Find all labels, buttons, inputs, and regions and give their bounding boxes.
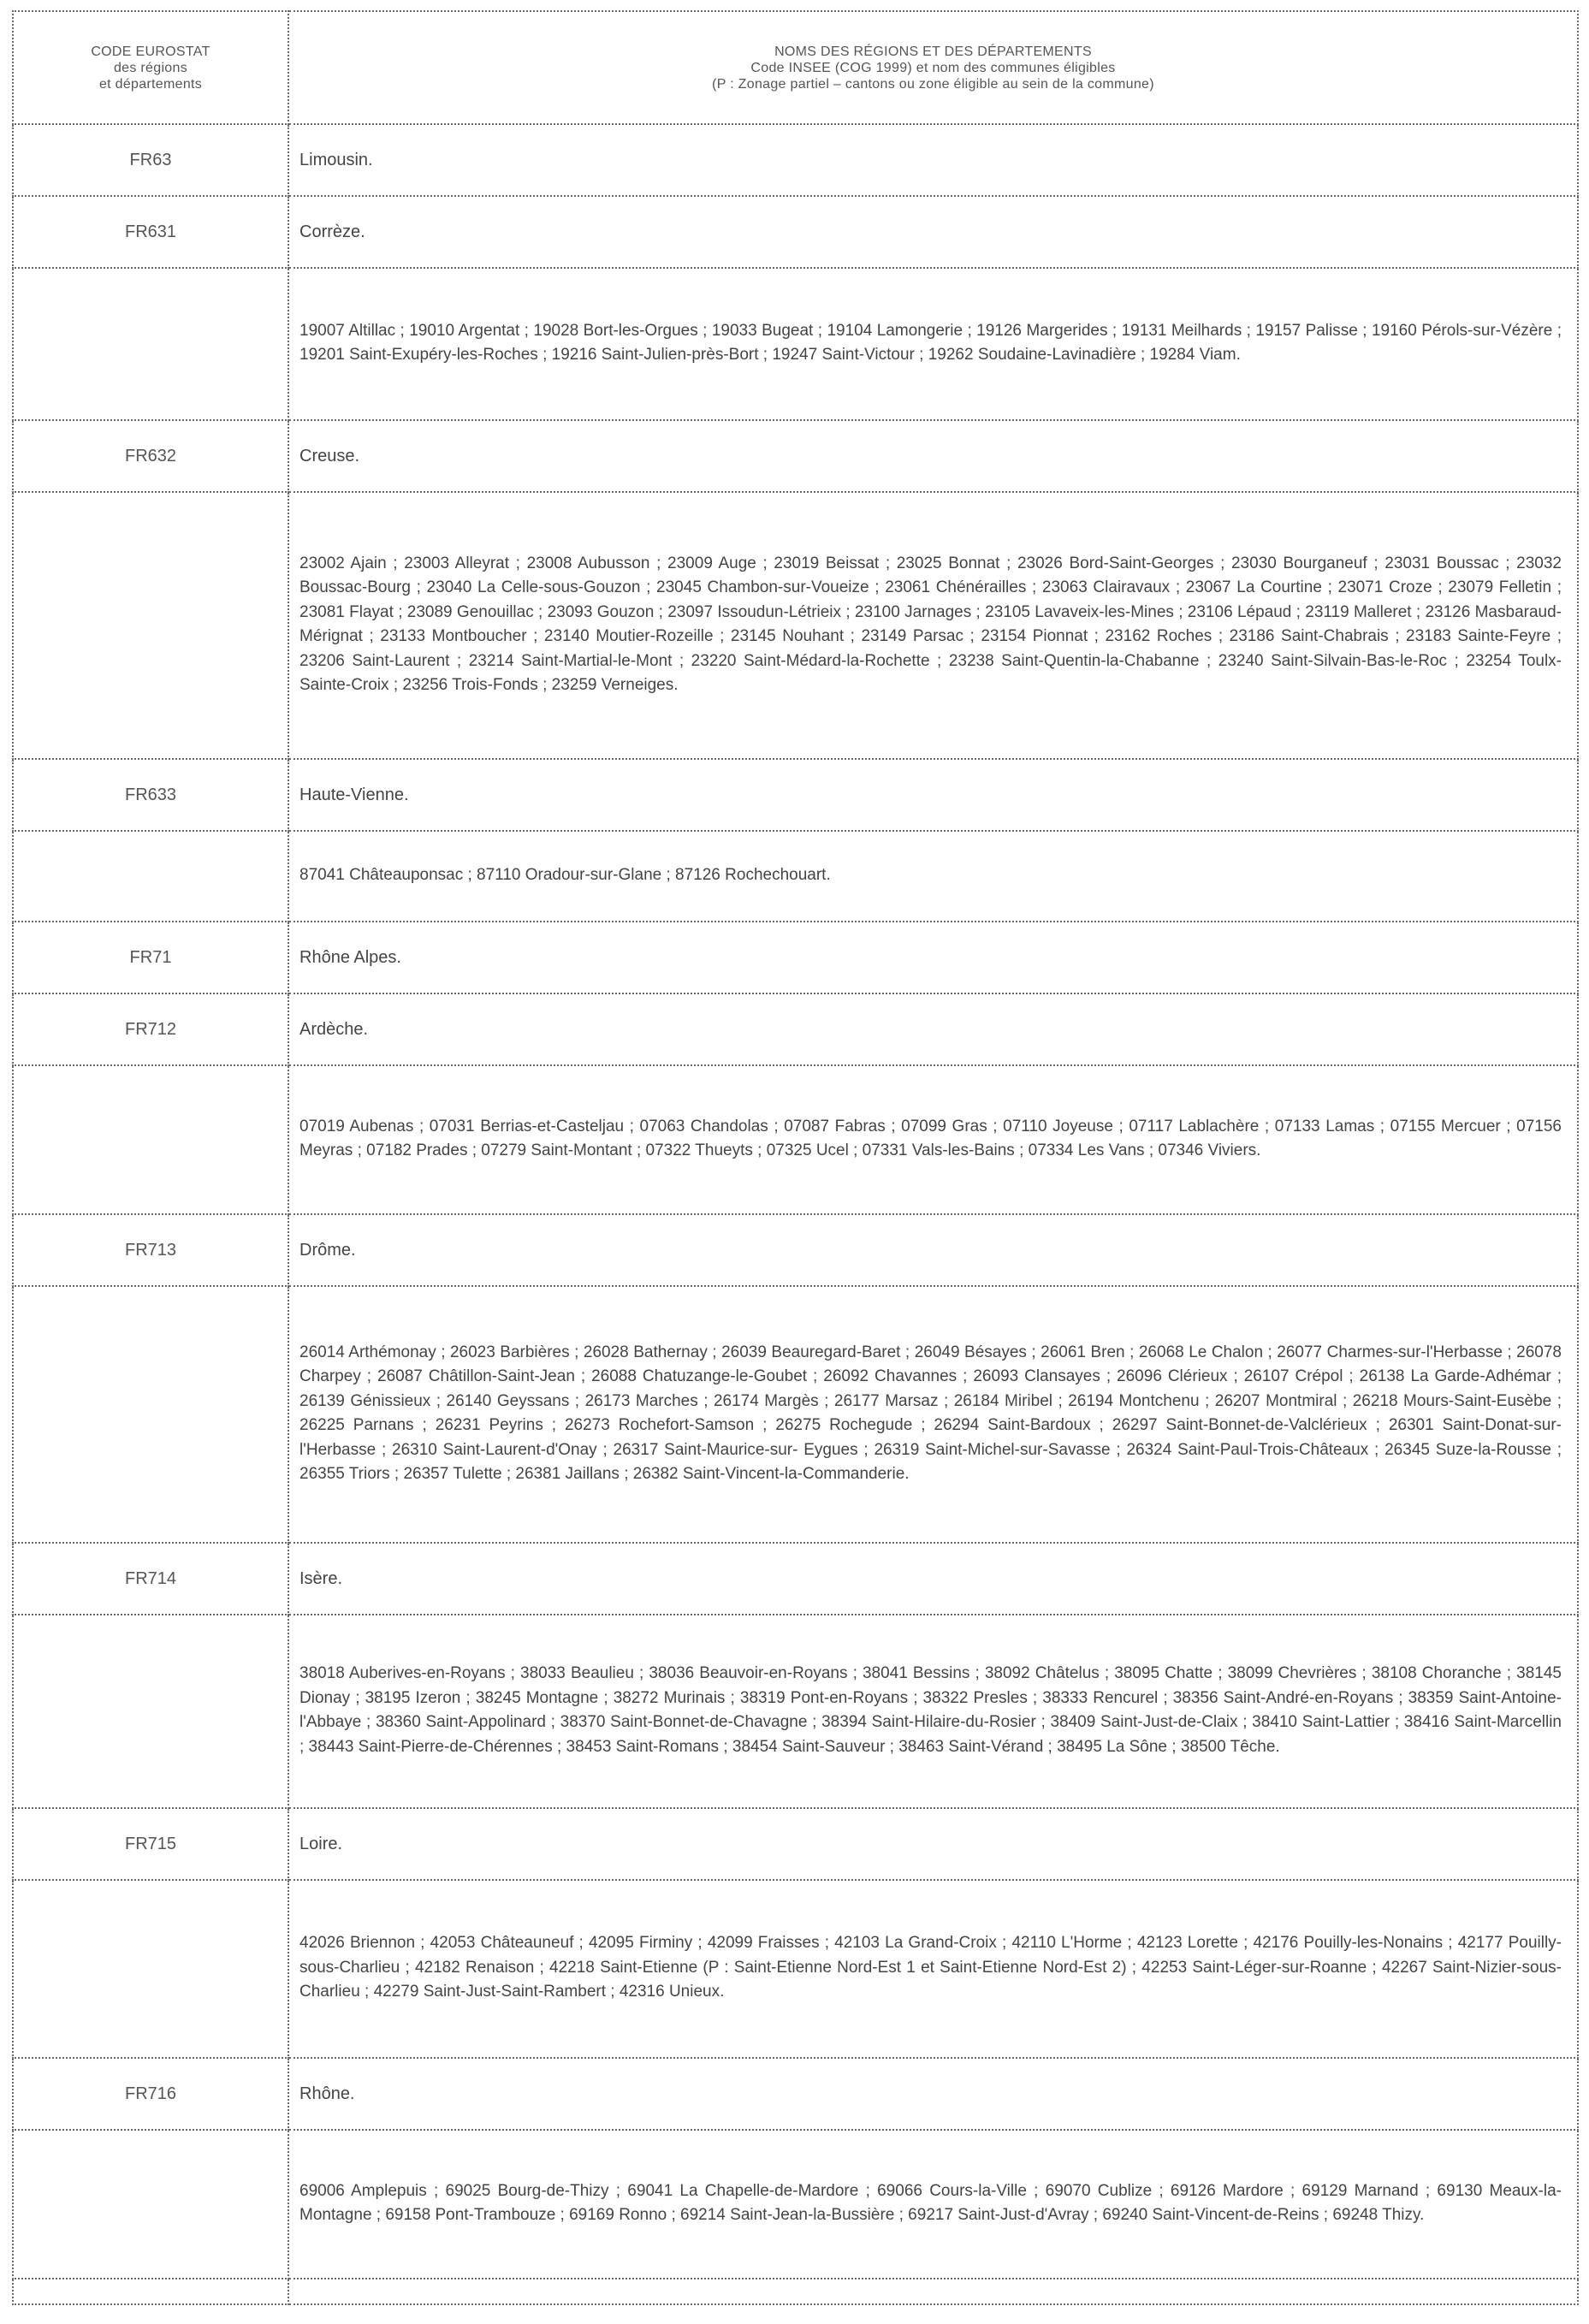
- region-name: Limousin.: [288, 124, 1578, 196]
- region-code: FR63: [13, 124, 288, 196]
- table-row: [13, 1214, 1578, 1286]
- region-code: FR71: [13, 922, 288, 993]
- table-row: [13, 492, 1578, 759]
- header-region-names: [288, 11, 1578, 124]
- table-row: [13, 2058, 1578, 2130]
- document-page: [12, 10, 1577, 2305]
- department-code: FR715: [13, 1808, 288, 1880]
- communes-list: 23002 Ajain ; 23003 Alleyrat ; 23008 Aubusson ; 23009 Auge ; 23019 Beissat ; 23025 Bonnat ; 23026 Bord-Saint-Georges ; 23030 Bourganeuf ; 23031 Boussac ; 23032 Boussac-Bourg ; 23040 La Celle-sous-Gouzon ; 23045 Chambon-sur-Voueize ; 23061 Chénérailles ; 23063 Clairavaux ; 23067 La Courtine ; 23071 Croze ; 23079 Felletin ; 23081 Flayat ; 23089 Genouillac ; 23093 Gouzon ; 23097 Issoudun-Létrieix ; 23100 Jarnages ; 23105 Lavaveix-les-Mines ; 23106 Lépaud ; 23119 Malleret ; 23126 Masbaraud-Mérignat ; 23133 Montboucher ; 23140 Moutier-Rozeille ; 23145 Nouhant ; 23149 Parsac ; 23154 Pionnat ; 23162 Roches ; 23186 Saint-Chabrais ; 23183 Sainte-Feyre ; 23206 Saint-Laurent ; 23214 Saint-Martial-le-Mont ; 23220 Saint-Médard-la-Rochette ; 23238 Saint-Quentin-la-Chabanne ; 23240 Saint-Silvain-Bas-le-Roc ; 23254 Toulx-Sainte-Croix ; 23256 Trois-Fonds ; 23259 Verneiges.: [288, 492, 1578, 759]
- communes-list: 87041 Châteauponsac ; 87110 Oradour-sur-Glane ; 87126 Rochechouart.: [288, 831, 1578, 922]
- header-eurostat-code: [13, 11, 288, 124]
- department-name: Corrèze.: [288, 196, 1578, 268]
- table-row: [13, 759, 1578, 831]
- header-line: CODE EUROSTAT: [91, 44, 210, 59]
- empty-code-cell: [13, 1880, 288, 2058]
- table-row: [13, 2130, 1578, 2279]
- department-name: Rhône.: [288, 2058, 1578, 2130]
- empty-code-cell: [13, 1286, 288, 1543]
- empty-code-cell: [13, 831, 288, 922]
- header-line: Code INSEE (COG 1999) et nom des communes éligibles: [750, 60, 1116, 75]
- table-row: [13, 2279, 1578, 2304]
- department-name: Creuse.: [288, 420, 1578, 492]
- communes-list: 42026 Briennon ; 42053 Châteauneuf ; 42095 Firminy ; 42099 Fraisses ; 42103 La Grand-Croix ; 42110 L'Horme ; 42123 Lorette ; 42176 Pouilly-les-Nonains ; 42177 Pouilly-sous-Charlieu ; 42182 Renaison ; 42218 Saint-Etienne (P : Saint-Etienne Nord-Est 1 et Saint-Etienne Nord-Est 2) ; 42253 Saint-Léger-sur-Roanne ; 42267 Saint-Nizier-sous-Charlieu ; 42279 Saint-Just-Saint-Rambert ; 42316 Unieux.: [288, 1880, 1578, 2058]
- communes-list: 38018 Auberives-en-Royans ; 38033 Beaulieu ; 38036 Beauvoir-en-Royans ; 38041 Bessins ; 38092 Châtelus ; 38095 Chatte ; 38099 Chevrières ; 38108 Choranche ; 38145 Dionay ; 38195 Izeron ; 38245 Montagne ; 38272 Murinais ; 38319 Pont-en-Royans ; 38322 Presles ; 38333 Rencurel ; 38356 Saint-André-en-Royans ; 38359 Saint-Antoine-l'Abbaye ; 38360 Saint-Appolinard ; 38370 Saint-Bonnet-de-Chavagne ; 38394 Saint-Hilaire-du-Rosier ; 38409 Saint-Just-de-Claix ; 38410 Saint-Lattier ; 38416 Saint-Marcellin ; 38443 Saint-Pierre-de-Chérennes ; 38453 Saint-Romans ; 38454 Saint-Sauveur ; 38463 Saint-Vérand ; 38495 La Sône ; 38500 Têche.: [288, 1615, 1578, 1808]
- communes-list: 19007 Altillac ; 19010 Argentat ; 19028 Bort-les-Orgues ; 19033 Bugeat ; 19104 Lamongerie ; 19126 Margerides ; 19131 Meilhards ; 19157 Palisse ; 19160 Pérols-sur-Vézère ; 19201 Saint-Exupéry-les-Roches ; 19216 Saint-Julien-près-Bort ; 19247 Saint-Victour ; 19262 Soudaine-Lavinadière ; 19284 Viam.: [288, 268, 1578, 420]
- table-row: [13, 1615, 1578, 1808]
- header-line: et départements: [98, 76, 203, 92]
- table-row: [13, 1880, 1578, 2058]
- table-row: [13, 1286, 1578, 1543]
- department-code: FR713: [13, 1214, 288, 1286]
- department-code: FR716: [13, 2058, 288, 2130]
- communes-list: 26014 Arthémonay ; 26023 Barbières ; 26028 Bathernay ; 26039 Beauregard-Baret ; 26049 Bésayes ; 26061 Bren ; 26068 Le Chalon ; 26077 Charmes-sur-l'Herbasse ; 26078 Charpey ; 26087 Châtillon-Saint-Jean ; 26088 Chatuzange-le-Goubet ; 26092 Chavannes ; 26093 Clansayes ; 26096 Clérieux ; 26107 Crépol ; 26138 La Garde-Adhémar ; 26139 Génissieux ; 26140 Geyssans ; 26173 Marches ; 26174 Margès ; 26177 Marsaz ; 26184 Miribel ; 26194 Montchenu ; 26207 Montmiral ; 26218 Mours-Saint-Eusèbe ; 26225 Parnans ; 26231 Peyrins ; 26273 Rochefort-Samson ; 26275 Rochegude ; 26294 Saint-Bardoux ; 26297 Saint-Bonnet-de-Valclérieux ; 26301 Saint-Donat-sur-l'Herbasse ; 26310 Saint-Laurent-d'Onay ; 26317 Saint-Maurice-sur- Eygues ; 26319 Saint-Michel-sur-Savasse ; 26324 Saint-Paul-Trois-Châteaux ; 26345 Suze-la-Rousse ; 26355 Triors ; 26357 Tulette ; 26381 Jaillans ; 26382 Saint-Vincent-la-Commanderie.: [288, 1286, 1578, 1543]
- department-code: FR631: [13, 196, 288, 268]
- department-code: FR632: [13, 420, 288, 492]
- table-row: [13, 993, 1578, 1065]
- empty-list-cell: [288, 2279, 1578, 2304]
- table-row: [13, 420, 1578, 492]
- empty-code-cell: [13, 2279, 288, 2304]
- header-line: NOMS DES RÉGIONS ET DES DÉPARTEMENTS: [774, 44, 1092, 59]
- table-header-row: [13, 11, 1578, 124]
- regions-table: [12, 10, 1579, 2305]
- table-row: [13, 1543, 1578, 1615]
- department-code: FR714: [13, 1543, 288, 1615]
- table-row: [13, 124, 1578, 196]
- empty-code-cell: [13, 268, 288, 420]
- communes-list: 07019 Aubenas ; 07031 Berrias-et-Casteljau ; 07063 Chandolas ; 07087 Fabras ; 07099 Gras ; 07110 Joyeuse ; 07117 Lablachère ; 07133 Lamas ; 07155 Mercuer ; 07156 Meyras ; 07182 Prades ; 07279 Saint-Montant ; 07322 Thueyts ; 07325 Ucel ; 07331 Vals-les-Bains ; 07334 Les Vans ; 07346 Viviers.: [288, 1065, 1578, 1214]
- table-row: [13, 268, 1578, 420]
- table-row: [13, 196, 1578, 268]
- table-row: [13, 1065, 1578, 1214]
- empty-code-cell: [13, 2130, 288, 2279]
- department-name: Loire.: [288, 1808, 1578, 1880]
- department-name: Isère.: [288, 1543, 1578, 1615]
- department-code: FR712: [13, 993, 288, 1065]
- empty-code-cell: [13, 1615, 288, 1808]
- empty-code-cell: [13, 492, 288, 759]
- department-name: Haute-Vienne.: [288, 759, 1578, 831]
- header-line: des régions: [113, 60, 188, 75]
- header-line: (P : Zonage partiel – cantons ou zone éligible au sein de la commune): [712, 76, 1154, 92]
- department-name: Ardèche.: [288, 993, 1578, 1065]
- table-row: [13, 831, 1578, 922]
- department-code: FR633: [13, 759, 288, 831]
- department-name: Drôme.: [288, 1214, 1578, 1286]
- region-name: Rhône Alpes.: [288, 922, 1578, 993]
- empty-code-cell: [13, 1065, 288, 1214]
- table-row: [13, 1808, 1578, 1880]
- communes-list: 69006 Amplepuis ; 69025 Bourg-de-Thizy ; 69041 La Chapelle-de-Mardore ; 69066 Cours-la-Ville ; 69070 Cublize ; 69126 Mardore ; 69129 Marnand ; 69130 Meaux-la-Montagne ; 69158 Pont-Trambouze ; 69169 Ronno ; 69214 Saint-Jean-la-Bussière ; 69217 Saint-Just-d'Avray ; 69240 Saint-Vincent-de-Reins ; 69248 Thizy.: [288, 2130, 1578, 2279]
- table-row: [13, 922, 1578, 993]
